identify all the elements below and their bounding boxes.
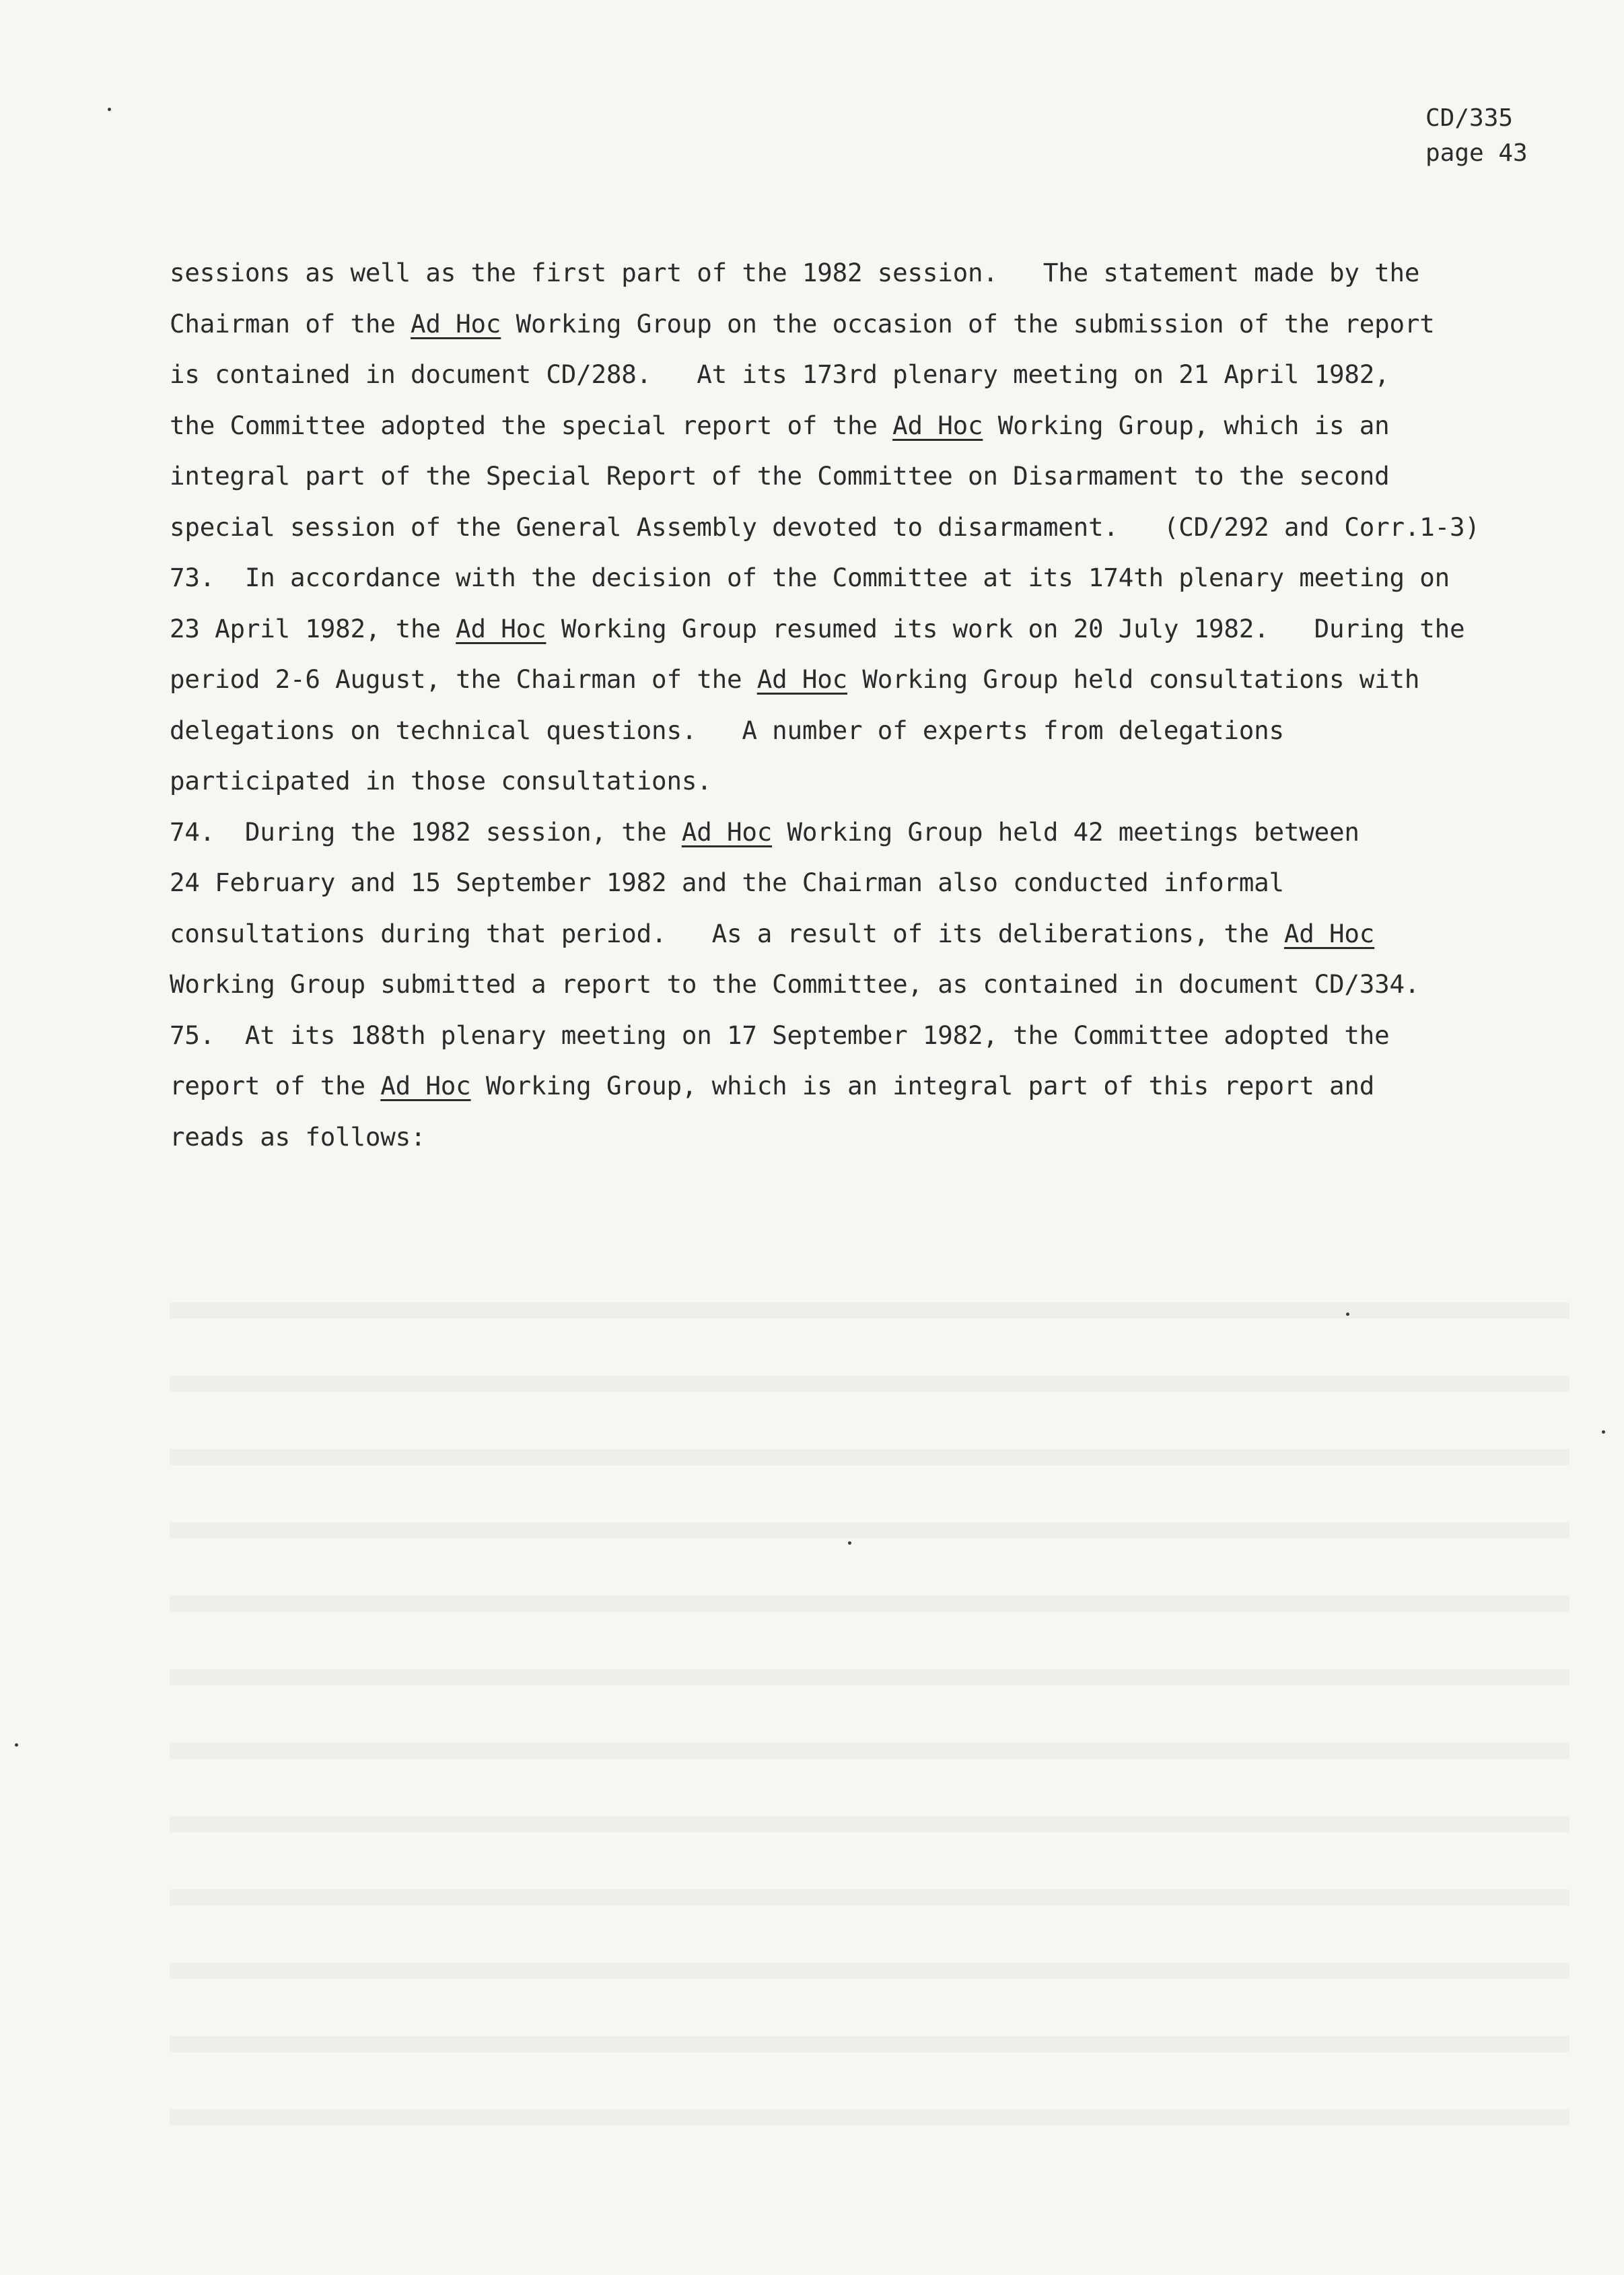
text-line: participated in those consultations. bbox=[170, 766, 712, 796]
text-line: reads as follows: bbox=[170, 1121, 426, 1152]
text-line: 23 April 1982, the Ad Hoc Working Group resumed its work on 20 July 1982. During the bbox=[170, 613, 1465, 643]
text-line: Working Group submitted a report to the Committee, as contained in document CD/334. bbox=[170, 969, 1420, 999]
paragraph-73-start: 73. In accordance with the decision of the Committee at its 174th plenary meeting on bbox=[170, 563, 1450, 592]
text-line: period 2-6 August, the Chairman of the Ad Hoc Working Group held consultations with bbox=[170, 664, 1420, 694]
scan-speck bbox=[108, 108, 111, 111]
document-symbol: CD/335 bbox=[1425, 104, 1514, 132]
text-line: the Committee adopted the special report of the Ad Hoc Working Group, which is an bbox=[170, 410, 1390, 440]
text-line: is contained in document CD/288. At its 173rd plenary meeting on 21 April 1982, bbox=[170, 359, 1390, 389]
scan-speck bbox=[15, 1743, 18, 1747]
text-line: report of the Ad Hoc Working Group, which is an integral part of this report and bbox=[170, 1071, 1375, 1100]
paragraph-75-start: 75. At its 188th plenary meeting on 17 September 1982, the Committee adopted the bbox=[170, 1020, 1390, 1050]
underlined-term: Ad Hoc bbox=[456, 613, 546, 643]
underlined-term: Ad Hoc bbox=[380, 1071, 471, 1100]
underlined-term: Ad Hoc bbox=[1283, 918, 1375, 948]
text-line: consultations during that period. As a result of its deliberations, the Ad Hoc bbox=[170, 918, 1375, 948]
body-text bbox=[170, 248, 1569, 1162]
scan-speck bbox=[1346, 1312, 1349, 1316]
scan-speck bbox=[848, 1541, 851, 1545]
text-line: sessions as well as the first part of the 1982 session. The statement made by the bbox=[170, 258, 1420, 287]
text-line: delegations on technical questions. A number of experts from delegations bbox=[170, 715, 1284, 745]
page-header bbox=[1425, 101, 1528, 171]
underlined-term: Ad Hoc bbox=[411, 308, 501, 339]
underlined-term: Ad Hoc bbox=[756, 664, 847, 694]
page-number: page 43 bbox=[1425, 139, 1528, 167]
underlined-term: Ad Hoc bbox=[681, 816, 773, 847]
text-line: 24 February and 15 September 1982 and the Chairman also conducted informal bbox=[170, 868, 1284, 897]
text-line: special session of the General Assembly devoted to disarmament. (CD/292 and Corr.1-3) bbox=[170, 512, 1480, 542]
paragraph-74-start: 74. During the 1982 session, the Ad Hoc Working Group held 42 meetings between bbox=[170, 816, 1360, 847]
text-line: Chairman of the Ad Hoc Working Group on the occasion of the submission of the report bbox=[170, 308, 1435, 339]
show-through-text bbox=[170, 1252, 1569, 2026]
underlined-term: Ad Hoc bbox=[892, 410, 983, 440]
scan-speck bbox=[1602, 1430, 1605, 1434]
text-line: integral part of the Special Report of the Committee on Disarmament to the second bbox=[170, 461, 1390, 491]
